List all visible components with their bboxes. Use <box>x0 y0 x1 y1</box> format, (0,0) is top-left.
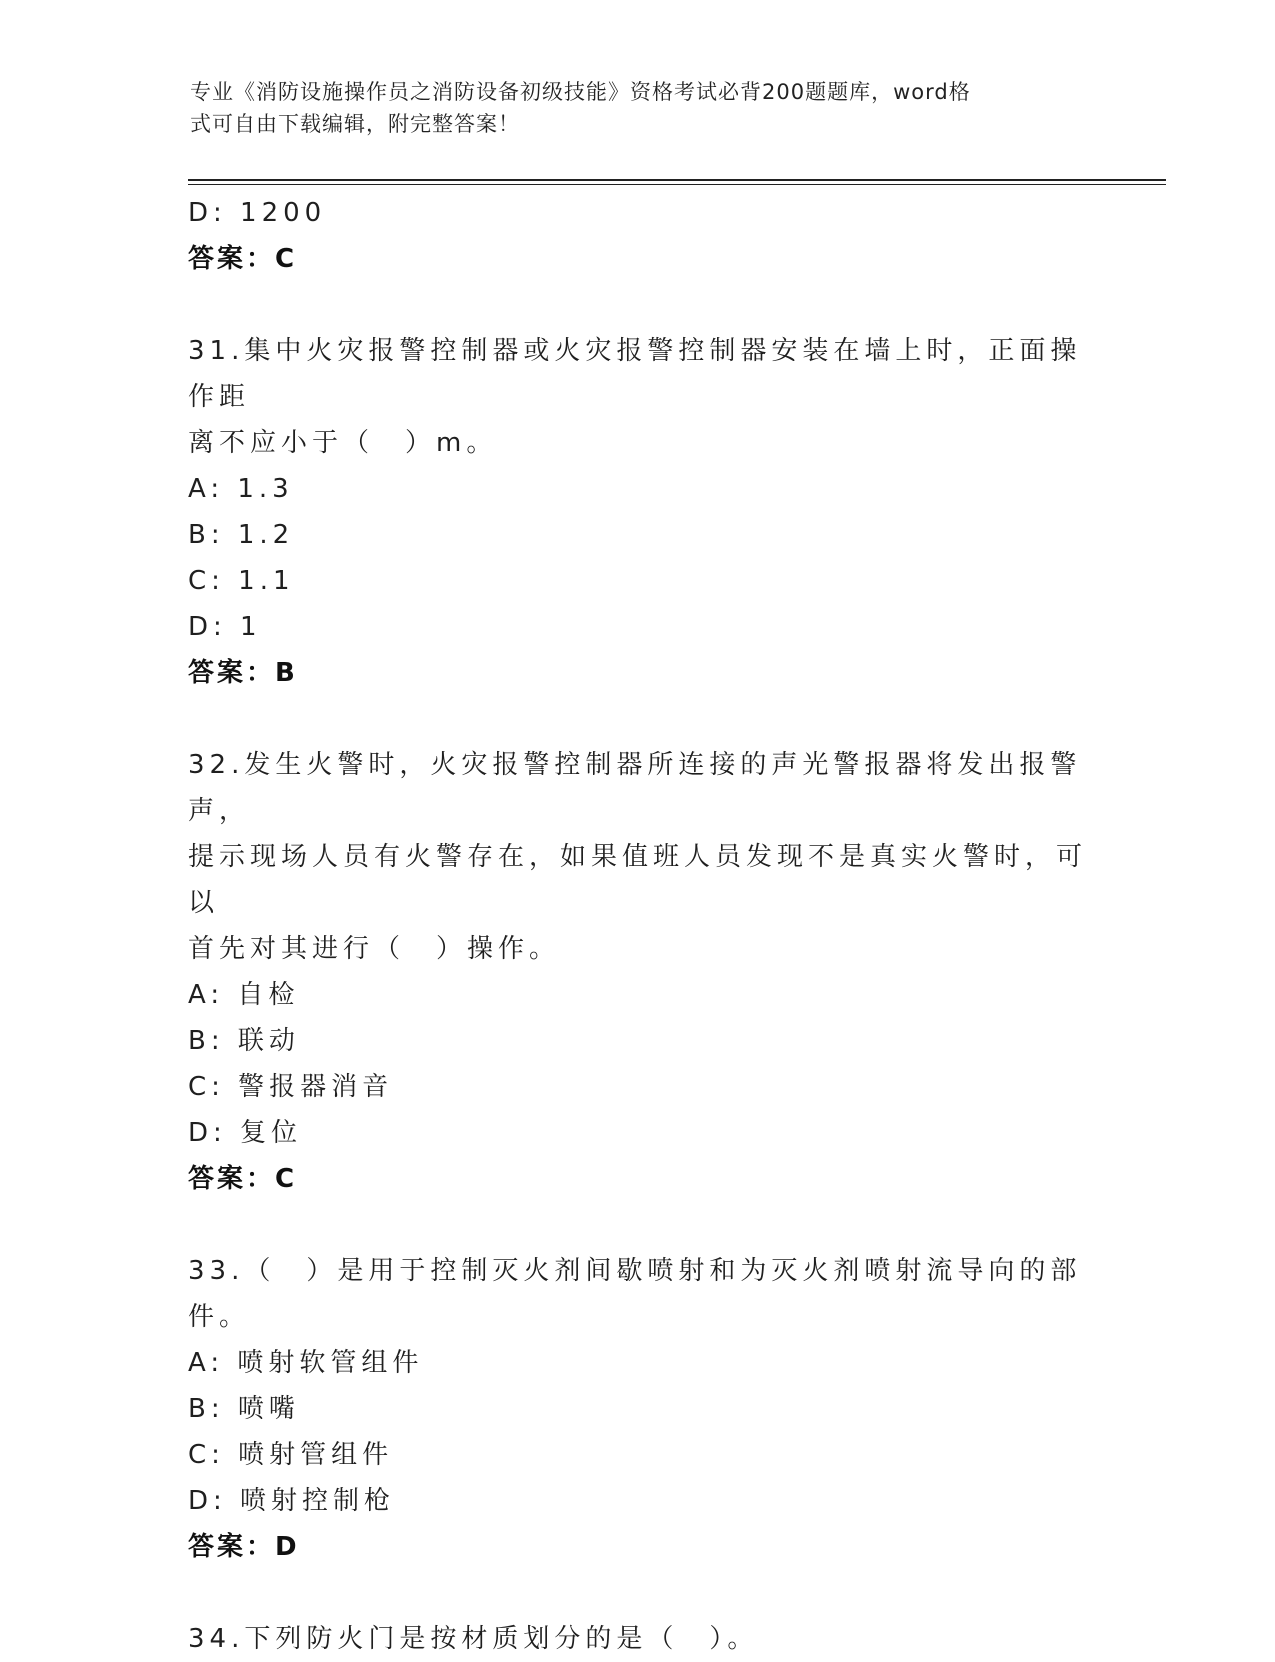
document-header <box>190 76 1080 140</box>
question-text-line: 离不应小于（ ）m。 <box>188 428 498 458</box>
question-34 <box>188 1616 1088 1662</box>
spacer <box>188 282 1088 328</box>
option-a: A: 1.3 <box>188 474 294 504</box>
previous-question-tail <box>188 190 1088 282</box>
option-a: A: 喷射软管组件 <box>188 1348 424 1378</box>
option-d: D: 1200 <box>188 198 327 228</box>
option-d: D: 1 <box>188 612 262 642</box>
header-line-2: 式可自由下载编辑，附完整答案！ <box>190 112 520 136</box>
question-31 <box>188 328 1088 696</box>
answer-line: 答案：C <box>188 1164 298 1194</box>
option-d: D: 喷射控制枪 <box>188 1486 396 1516</box>
spacer <box>188 1570 1088 1616</box>
question-text-line: 33.（ ）是用于控制灭火剂间歇喷射和为灭火剂喷射流导向的部件。 <box>188 1256 1082 1332</box>
option-c: C: 喷射管组件 <box>188 1440 394 1470</box>
spacer <box>188 696 1088 742</box>
option-b: B: 联动 <box>188 1026 300 1056</box>
header-rule-thin <box>188 184 1166 185</box>
option-b: B: 喷嘴 <box>188 1394 300 1424</box>
spacer <box>188 1202 1088 1248</box>
answer-line: 答案：B <box>188 658 298 688</box>
question-text-line: 34.下列防火门是按材质划分的是（ ）。 <box>188 1624 759 1654</box>
option-b: B: 1.2 <box>188 520 295 550</box>
option-a: A: 自检 <box>188 980 300 1010</box>
option-c: C: 1.1 <box>188 566 295 596</box>
question-33 <box>188 1248 1088 1570</box>
question-text-line: 31.集中火灾报警控制器或火灾报警控制器安装在墙上时，正面操作距 <box>188 336 1082 412</box>
question-content <box>188 190 1088 1662</box>
header-rule-thick <box>188 179 1166 181</box>
header-line-1: 专业《消防设施操作员之消防设备初级技能》资格考试必背200题题库，word格 <box>190 80 971 104</box>
question-text-line: 32.发生火警时，火灾报警控制器所连接的声光警报器将发出报警声， <box>188 750 1082 826</box>
question-text-line: 首先对其进行（ ）操作。 <box>188 934 561 964</box>
answer-line: 答案：C <box>188 244 298 274</box>
question-text-line: 提示现场人员有火警存在，如果值班人员发现不是真实火警时，可以 <box>188 842 1088 918</box>
option-c: C: 警报器消音 <box>188 1072 394 1102</box>
answer-line: 答案：D <box>188 1532 300 1562</box>
option-d: D: 复位 <box>188 1118 303 1148</box>
question-32 <box>188 742 1088 1202</box>
